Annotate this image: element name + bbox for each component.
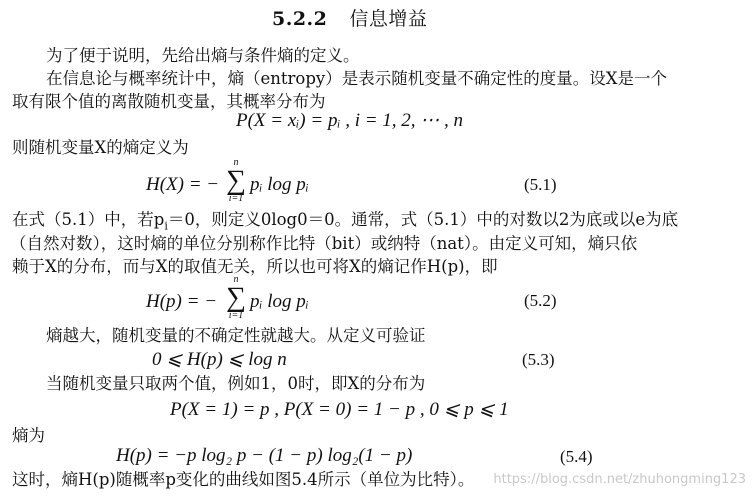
equation-5-2-lhs: H(p) = − (146, 291, 218, 312)
paragraph-log-base-line2: （自然对数），这时熵的单位分别称作比特（bit）或纳特（nat）。由定义可知，熵只依 (10, 234, 638, 253)
paragraph-entropy-def: 则随机变量X的熵定义为 (12, 138, 189, 157)
paragraph-log-base-line3: 赖于X的分布，而与X的取值无关，所以也可将X的熵记作H(p)，即 (12, 257, 498, 276)
sum-upper-limit: n (233, 157, 239, 168)
sigma-icon: ∑ (226, 165, 246, 196)
equation-5-1-rhs: pᵢ log pᵢ (250, 174, 309, 195)
summation-symbol (226, 158, 246, 204)
equation-number-5-1: (5.1) (524, 175, 557, 194)
section-heading (272, 4, 427, 31)
paragraph-uncertainty: 熵越大，随机变量的不确定性就越大。从定义可验证 (46, 326, 426, 345)
equation-binary-distribution: P(X = 1) = p , P(X = 0) = 1 − p , 0 ⩽ p ⩽ 1 (170, 399, 509, 420)
paragraph-entropy-line1: 在信息论与概率统计中，熵（entropy）是表示随机变量不确定性的度量。设X是一个 (46, 69, 667, 88)
equation-number-5-4: (5.4) (560, 447, 593, 466)
equation-distribution: P(X = xᵢ) = pᵢ , i = 1, 2, ⋯ , n (236, 110, 464, 131)
section-number: 5.2.2 (272, 8, 328, 30)
paragraph-log-base-line1: 在式（5.1）中，若$p_i=0$，则定义0log0＝0。通常，式（5.1）中的对数以2为底或以e为底 (12, 210, 679, 233)
paragraph-entropy-is: 熵为 (12, 426, 45, 445)
paragraph-intro: 为了便于说明，先给出熵与条件熵的定义。 (46, 46, 360, 65)
equation-number-5-2: (5.2) (524, 291, 557, 310)
sum-upper-limit: n (233, 274, 239, 285)
summation-symbol (226, 275, 246, 321)
paragraph-curve-reference: 这时，熵H(p)随概率p变化的曲线如图5.4所示（单位为比特）。 (12, 470, 475, 489)
equation-5-1-lhs: H(X) = − (146, 174, 220, 195)
equation-5-3: 0 ⩽ H(p) ⩽ log n (152, 349, 287, 370)
sigma-icon: ∑ (226, 282, 246, 313)
paragraph-entropy-line2: 取有限个值的离散随机变量，其概率分布为 (12, 92, 326, 111)
equation-number-5-3: (5.3) (522, 350, 555, 369)
equation-5-4: H(p) = −p log₂ p − (1 − p) log₂(1 − p) (116, 445, 413, 466)
equation-5-2-rhs: pᵢ log pᵢ (250, 291, 309, 312)
sum-lower-limit: i=1 (228, 310, 244, 321)
section-title: 信息增益 (349, 8, 428, 30)
paragraph-binary-case: 当随机变量只取两个值，例如1，0时，即X的分布为 (46, 374, 426, 393)
watermark: https://blog.csdn.net/zhuhongming123 (493, 472, 746, 487)
sum-lower-limit: i=1 (228, 193, 244, 204)
